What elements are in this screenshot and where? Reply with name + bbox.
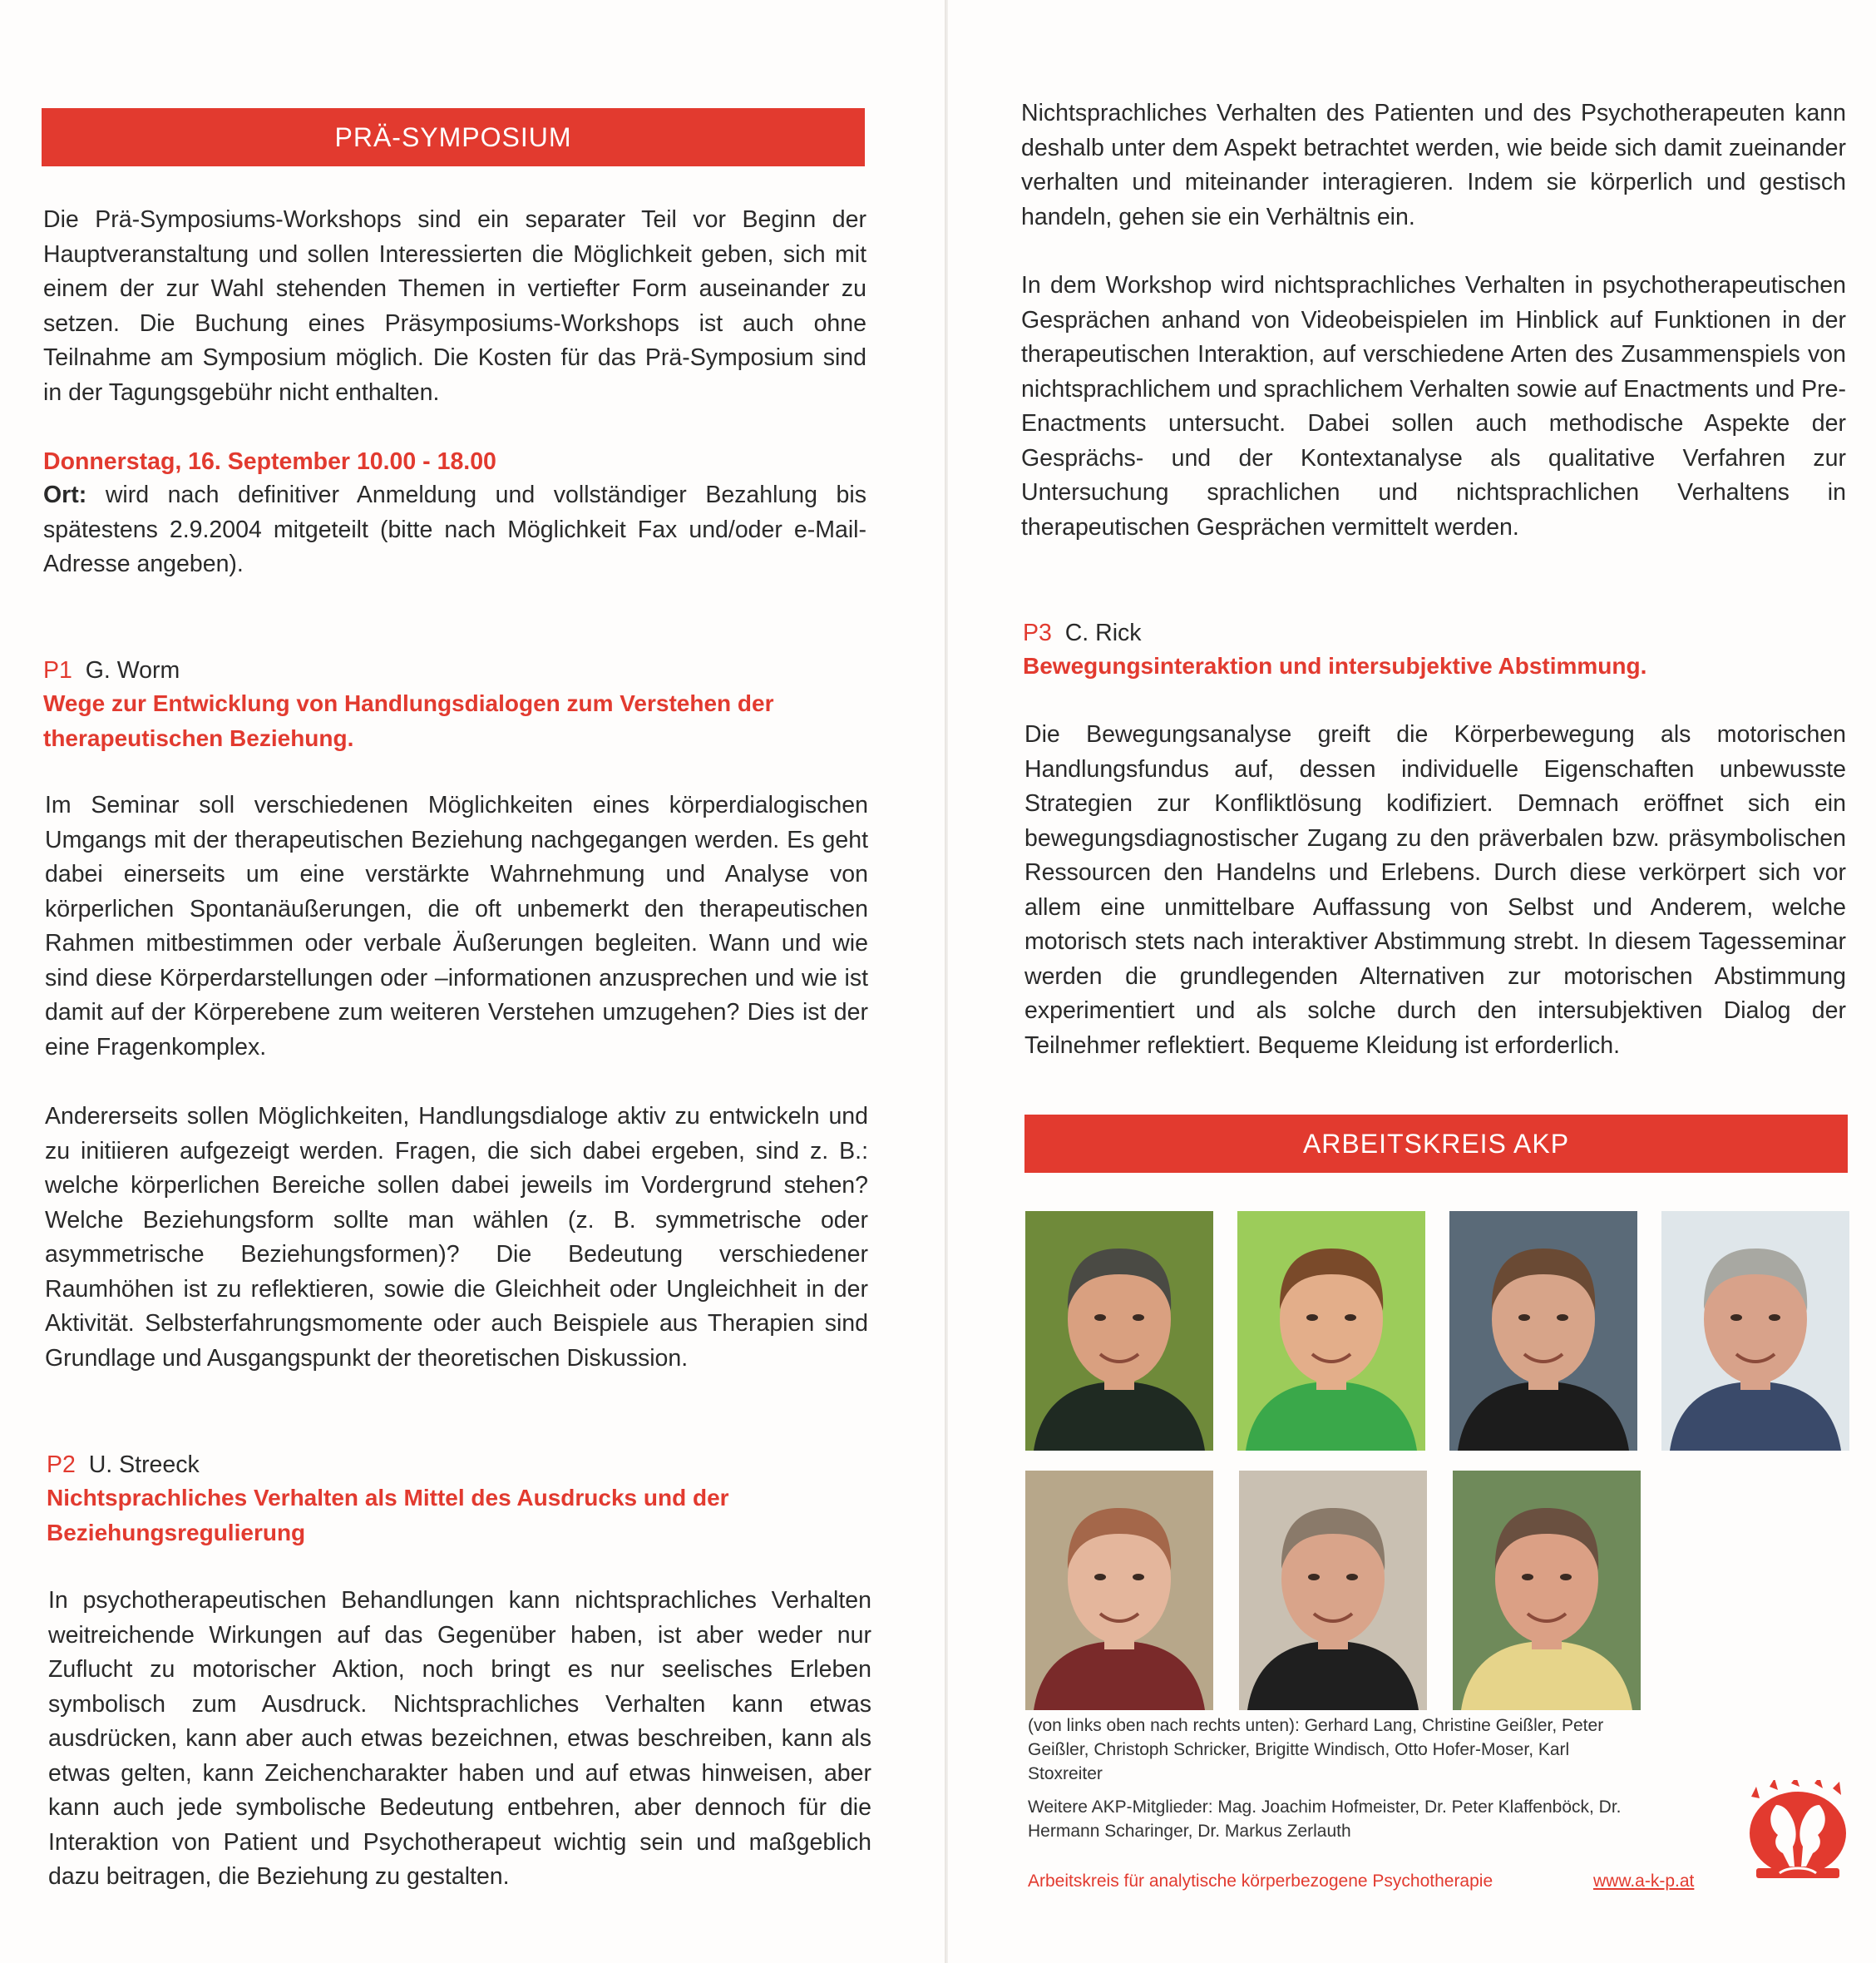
date-line: Donnerstag, 16. September 10.00 - 18.00 — [43, 448, 496, 475]
p2-code: P2 — [47, 1451, 76, 1478]
member-photo — [1449, 1211, 1637, 1451]
p3-name: C. Rick — [1064, 620, 1142, 646]
p1-name: G. Worm — [85, 657, 180, 684]
member-photo — [1237, 1211, 1425, 1451]
p1-code: P1 — [43, 657, 72, 684]
intro-paragraph: Die Prä-Symposiums-Workshops sind ein separater Teil vor Beginn der Hauptveranstaltung und sollen Interessierten die Möglichkeit geben, sich mit einem der zur Wahl stehenden Themen in vertiefter Form auseinander zu setzen. Die Buchung eines Präsymposiums-Workshops ist auch ohne Teilnahme am Symposium möglich. Die Kosten für das Prä-Symposium sind in der Tagungsgebühr nicht enthalten. — [43, 206, 866, 406]
p3-heading — [1023, 616, 1142, 650]
p3-code: P3 — [1023, 620, 1052, 646]
member-photo — [1025, 1471, 1213, 1710]
member-photo — [1661, 1211, 1849, 1451]
p2-continued-1: Nichtsprachliches Verhalten des Patienten und des Psychotherapeuten kann deshalb unter dem Aspekt betrachtet werden, wie beide sich damit zueinander verhalten und miteinander interagieren. Indem sie körperlich und gestisch handeln, gehen sie ein Verhältnis ein. — [1021, 100, 1846, 230]
member-photo — [1239, 1471, 1427, 1710]
akp-logo-icon — [1743, 1780, 1853, 1886]
p1-title: Wege zur Entwicklung von Handlungsdialogen zum Verstehen der therapeutischen Beziehung. — [43, 690, 774, 751]
p2-name: U. Streeck — [88, 1451, 200, 1478]
p3-body: Die Bewegungsanalyse greift die Körperbewegung als motorischen Handlungsfundus auf, dessen individuelle Eigenschaften unbewusste Strategien zur Konfliktlösung kodifiziert. Demnach eröffnet sich ein bewegungsdiagnostischer Zugang zu den präverbalen bzw. präsymbolischen Ressourcen den Handelns und Erlebens. Durch diese verkörpert sich vor allem eine unmittelbare Auffassung von Selbst und Anderem, welche motorisch stets nach interaktiver Abstimmung strebt. In diesem Tagesseminar werden die grundlegenden Alternativen zur motorischen Abstimmung experimentiert und als solche durch den intersubjektiven Dialog der Teilnehmer reflektiert. Bequeme Kleidung ist erforderlich. — [1024, 721, 1846, 1059]
p3-title: Bewegungsinteraktion und intersubjektive Abstimmung. — [1023, 653, 1647, 679]
p1-heading — [43, 653, 180, 688]
ort-text: wird nach definitiver Anmeldung und vollständiger Bezahlung bis spätestens 2.9.2004 mitgeteilt (bitte nach Möglichkeit Fax und/oder e-Mail-Adresse angeben). — [43, 482, 866, 577]
pre-symposium-banner: PRÄ-SYMPOSIUM — [42, 108, 865, 166]
member-photo — [1025, 1211, 1213, 1451]
photo-caption: (von links oben nach rechts unten): Gerhard Lang, Christine Geißler, Peter Geißler, Christoph Schricker, Brigitte Windisch, Otto Hofer-Moser, Karl Stoxreiter — [1028, 1716, 1604, 1783]
p2-title: Nichtsprachliches Verhalten als Mittel des Ausdrucks und der Beziehungsregulierung — [47, 1485, 729, 1545]
footer-website-link[interactable]: www.a-k-p.at — [1593, 1872, 1695, 1891]
footer-organisation: Arbeitskreis für analytische körperbezogene Psychotherapie — [1028, 1872, 1493, 1891]
ort-paragraph — [43, 478, 866, 582]
p1-body-2: Andererseits sollen Möglichkeiten, Handlungsdialoge aktiv zu entwickeln und zu initiieren aufgezeigt werden. Fragen, die sich dabei ergeben, sind z. B.: welche körperlichen Bereiche sollen dabei jeweils im Vordergrund stehen? Welche Beziehungsform sollte man wählen (z. B. symmetrische oder asymmetrische Beziehungsformen)? Die Bedeutung verschiedener Raumhöhen ist zu reflektieren, sowie die Gleichheit oder Ungleichheit in der Aktivität. Selbsterfahrungsmomente oder auch Beispiele aus Therapien sind Grundlage und Ausgangspunkt der theoretischen Diskussion. — [45, 1103, 868, 1372]
p2-continued-2: In dem Workshop wird nichtsprachliches Verhalten in psychotherapeutischen Gesprächen anhand von Videobeispielen im Hinblick auf Funktionen in der therapeutischen Interaktion, auf verschiedene Arten des Zusammenspiels von nichtsprachlichem und sprachlichem Verhalten sowie auf Enactments und Pre-Enactments untersucht. Dabei sollen auch methodische Aspekte der Gesprächs- und der Kontextanalyse als qualitative Verfahren zur Untersuchung sprachlichen und nichtsprachlichen Verhaltens in therapeutischen Gesprächen vermittelt werden. — [1021, 272, 1846, 541]
p2-heading — [47, 1447, 200, 1482]
akp-banner: ARBEITSKREIS AKP — [1024, 1115, 1848, 1173]
p1-body-1: Im Seminar soll verschiedenen Möglichkeiten eines körperdialogischen Umgangs mit der therapeutischen Beziehung nachgegangen werden. Es geht dabei einerseits um eine verstärkte Wahrnehmung und Analyse von körperlichen Spontanäußerungen, die oft unbemerkt den therapeutischen Rahmen mitbestimmen oder verbale Äußerungen begleiten. Wann und wie sind diese Körperdarstellungen oder –informationen anzusprechen und wie ist damit auf der Körperebene zum weiteren Verstehen umzugehen? Dies ist der eine Fragenkomplex. — [45, 792, 868, 1061]
ort-label: Ort: — [43, 482, 87, 508]
member-photo — [1453, 1471, 1641, 1710]
other-members: Weitere AKP-Mitglieder: Mag. Joachim Hofmeister, Dr. Peter Klaffenböck, Dr. Hermann Scharinger, Dr. Markus Zerlauth — [1028, 1797, 1622, 1841]
p2-body: In psychotherapeutischen Behandlungen kann nichtsprachliches Verhalten weitreichende Wirkungen auf das Gegenüber haben, ist aber weder nur Zuflucht zu motorischer Aktion, noch bringt es nur seelisches Erleben symbolisch zum Ausdruck. Nichtsprachliches Verhalten kann etwas ausdrücken, kann aber auch etwas bezeichnen, etwas beschreiben, kann als etwas gelten, kann Zeichencharakter haben und auf etwas hinweisen, aber kann auch jede symbolische Bedeutung entbehren, aber dennoch für die Interaktion von Patient und Psychotherapeut wichtig sein und maßgeblich dazu beitragen, die Beziehung zu gestalten. — [48, 1587, 871, 1890]
